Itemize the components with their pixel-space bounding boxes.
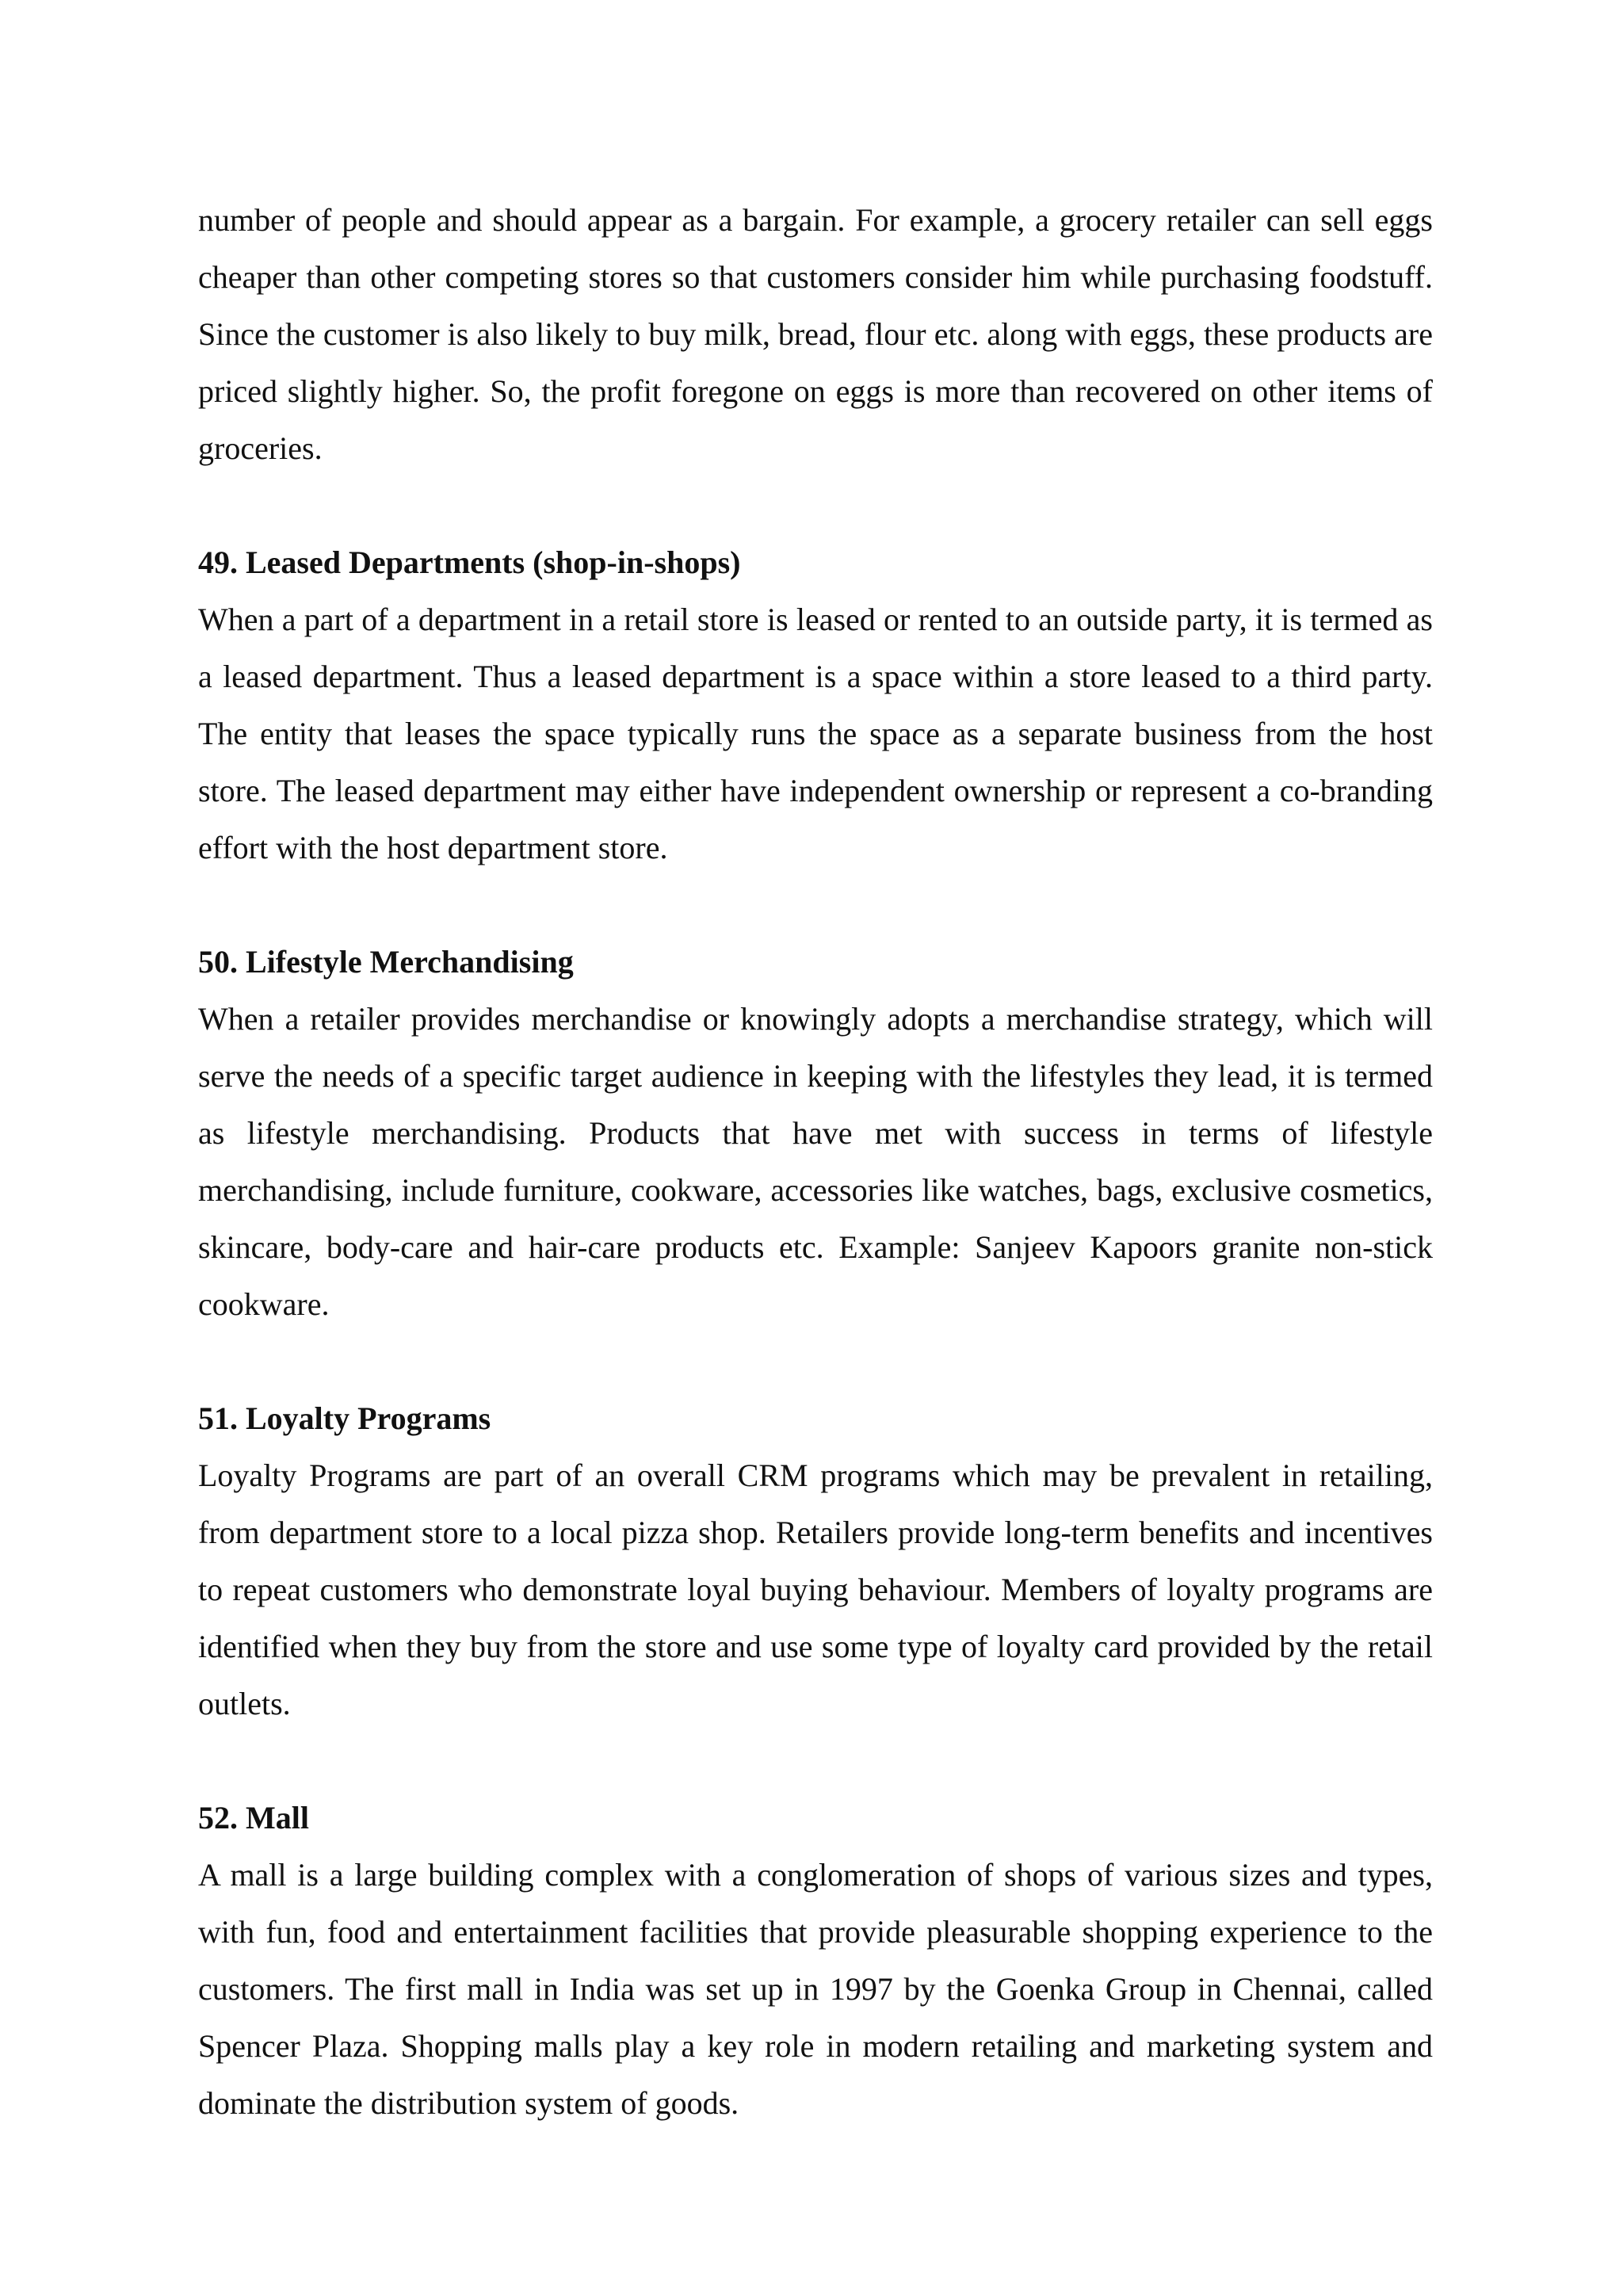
section-loyalty-programs [198, 1390, 1433, 1733]
section-leased-departments [198, 534, 1433, 877]
section-body: Loyalty Programs are part of an overall CRM programs which may be prevalent in retailing, from department store to a local pizza shop. Retailers provide long-term benefits and incentives to repeat customers who demonstrate loyal buying behaviour. Members of loyalty programs are identified when they buy from the store and use some type of loyalty card provided by the retail outlets. [198, 1457, 1433, 1721]
section-body: When a part of a department in a retail store is leased or rented to an outside party, it is termed as a leased department. Thus a leased department is a space within a store leased to a third party. The entity that leases the space typically runs the space as a separate business from the host store. The leased department may either have independent ownership or represent a co-branding effort with the host department store. [198, 602, 1433, 865]
section-heading: 49. Leased Departments (shop-in-shops) [198, 544, 741, 580]
intro-paragraph: number of people and should appear as a bargain. For example, a grocery retailer can sell eggs cheaper than other competing stores so that customers consider him while purchasing foodstuff. Since the customer is also likely to buy milk, bread, flour etc. along with eggs, these products are priced slightly higher. So, the profit foregone on eggs is more than recovered on other items of groceries. [198, 202, 1433, 466]
section-heading: 51. Loyalty Programs [198, 1400, 491, 1436]
section-heading: 52. Mall [198, 1800, 309, 1836]
page-content [198, 192, 1433, 2132]
section-heading: 50. Lifestyle Merchandising [198, 944, 574, 980]
section-body: A mall is a large building complex with a conglomeration of shops of various sizes and types, with fun, food and entertainment facilities that provide pleasurable shopping experience to the customers. The first mall in India was set up in 1997 by the Goenka Group in Chennai, called Spencer Plaza. Shopping malls play a key role in modern retailing and marketing system and dominate the distribution system of goods. [198, 1857, 1433, 2121]
section-body: When a retailer provides merchandise or knowingly adopts a merchandise strategy, which will serve the needs of a specific target audience in keeping with the lifestyles they lead, it is termed as lifestyle merchandising. Products that have met with success in terms of lifestyle merchandising, include furniture, cookware, accessories like watches, bags, exclusive cosmetics, skincare, body-care and hair-care products etc. Example: Sanjeev Kapoors granite non-stick cookware. [198, 1001, 1433, 1322]
section-mall [198, 1790, 1433, 2132]
section-lifestyle-merchandising [198, 934, 1433, 1333]
